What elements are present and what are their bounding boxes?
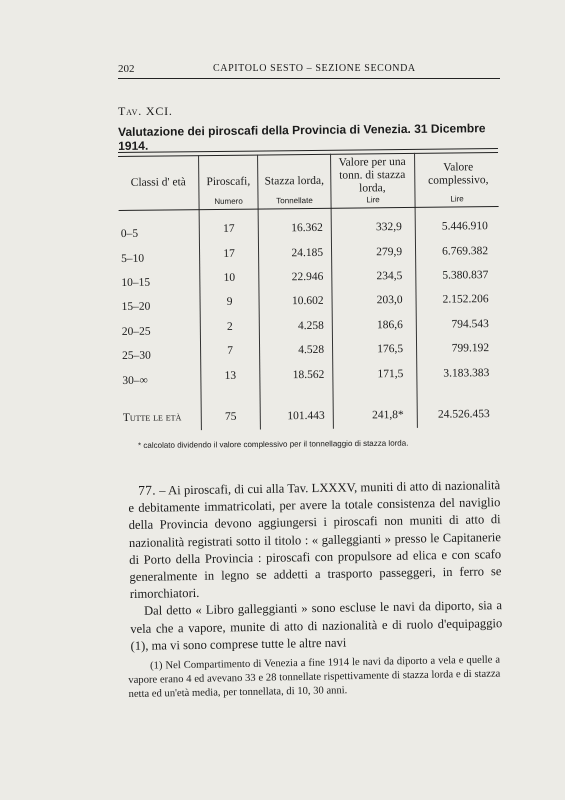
column-unit: Tonnellate [276, 195, 313, 206]
total-valore-tonn: 241,8* [372, 409, 404, 422]
cell-piroscafi: 13 [224, 369, 237, 382]
table-label: Tav. XCI. [118, 104, 173, 118]
cell-classe: 20–25 [121, 325, 151, 338]
table-note: * calcolato dividendo il valore complessivo per il tonnellaggio di stazza lorda. [138, 438, 409, 450]
cell-valore-tonn: 332,9 [375, 221, 402, 234]
cell-valore-tonn: 234,5 [376, 270, 403, 283]
cell-valore-compl: 5.380.837 [442, 269, 489, 282]
cell-valore-tonn: 186,6 [376, 319, 403, 332]
table-title: Valutazione dei piroscafi della Provincia di Venezia. 31 Dicembre 1914. [118, 121, 486, 153]
cell-valore-compl: 2.152.206 [442, 293, 489, 306]
cell-piroscafi: 17 [222, 222, 235, 235]
cell-stazza: 24.185 [291, 246, 324, 260]
paragraph-text: – Ai piroscafi, di cui alla Tav. LXXXV, muniti di atto di nazionalità e debitamente immatricolati, per avere la totale consistenza del naviglio della Provincia devono aggiungersi i piroscafi non muniti di atto di nazionalità registrati sotto il titolo : « galleggianti » presso le Capitanerie di Porto della Provincia : piroscafi con propulsore ad elica e con scafo generalmente in legno se addetti a trasporto passeggeri, in ferro se rimorchiatori. [128, 478, 502, 602]
page-number: 202 [118, 63, 135, 75]
cell-piroscafi: 17 [223, 247, 235, 260]
paragraph-77 [128, 476, 502, 603]
footnote [128, 654, 501, 702]
cell-stazza: 4.528 [298, 343, 325, 357]
cell-valore-compl: 6.769.382 [441, 245, 489, 258]
cell-piroscafi: 10 [223, 271, 236, 284]
column-header: Classi d' età [130, 176, 186, 189]
column-header: Stazza lorda, [264, 174, 325, 188]
cell-stazza: 18.562 [292, 368, 325, 382]
cell-valore-compl: 5.446.910 [441, 220, 488, 233]
cell-classe: 5–10 [121, 252, 145, 265]
column-header: Piroscafi, [206, 175, 251, 189]
cell-classe: 25–30 [122, 349, 151, 362]
table-header-rule [119, 206, 499, 211]
running-title: CAPITOLO SESTO – SEZIONE SECONDA [213, 63, 416, 74]
body-text [128, 476, 503, 655]
column-unit: Lire [450, 194, 464, 204]
cell-stazza: 16.362 [291, 221, 323, 235]
cell-valore-tonn: 279,9 [376, 246, 403, 259]
cell-piroscafi: 7 [227, 344, 234, 357]
page-header [118, 60, 500, 79]
cell-valore-compl: 799.192 [451, 342, 490, 355]
total-stazza: 101.443 [287, 409, 325, 423]
cell-classe: 30–∞ [122, 374, 148, 387]
column-unit: Lire [366, 195, 380, 205]
cell-valore-tonn: 203,0 [376, 294, 403, 307]
paragraph-number: 77. [138, 482, 157, 498]
cell-stazza: 22.946 [291, 270, 324, 284]
column-header: Valore per una tonn. di stazza lorda, [338, 155, 406, 195]
paragraph-2: Dal detto « Libro galleggianti » sono escluse le navi da diporto, sia a vela che a vapore, munite di atto di nazionalità e di ruolo d'equipaggio (1), ma vi sono comprese tutte le altre navi [130, 598, 503, 653]
total-piroscafi: 75 [224, 410, 237, 423]
cell-classe: 15–20 [121, 300, 151, 313]
data-table [118, 148, 501, 437]
cell-valore-tonn: 176,5 [377, 343, 404, 356]
cell-stazza: 10.602 [291, 294, 324, 308]
column-unit: Numero [214, 196, 243, 206]
total-label: Tutte le età [122, 411, 182, 424]
footnote-text: (1) Nel Compartimento di Venezia a fine 1914 le navi da diporto a vela e quelle a vapore erano 4 ed avevano 33 e 28 tonnellate rispettivamente di stazza lorda e di stazza netta ed un'età media, per tonnellata, di 10, 30 anni. [128, 654, 501, 700]
cell-classe: 0–5 [120, 227, 139, 240]
cell-classe: 10–15 [121, 276, 151, 289]
total-valore-compl: 24.526.453 [437, 408, 490, 421]
cell-valore-compl: 3.183.383 [443, 367, 490, 380]
cell-piroscafi: 9 [226, 295, 233, 308]
cell-piroscafi: 2 [226, 320, 233, 333]
cell-valore-tonn: 171,5 [377, 368, 404, 381]
cell-valore-compl: 794.543 [451, 318, 489, 331]
cell-stazza: 4.258 [297, 319, 324, 333]
column-header: Valore complessivo, [428, 161, 489, 187]
footnote-rule [126, 650, 136, 652]
